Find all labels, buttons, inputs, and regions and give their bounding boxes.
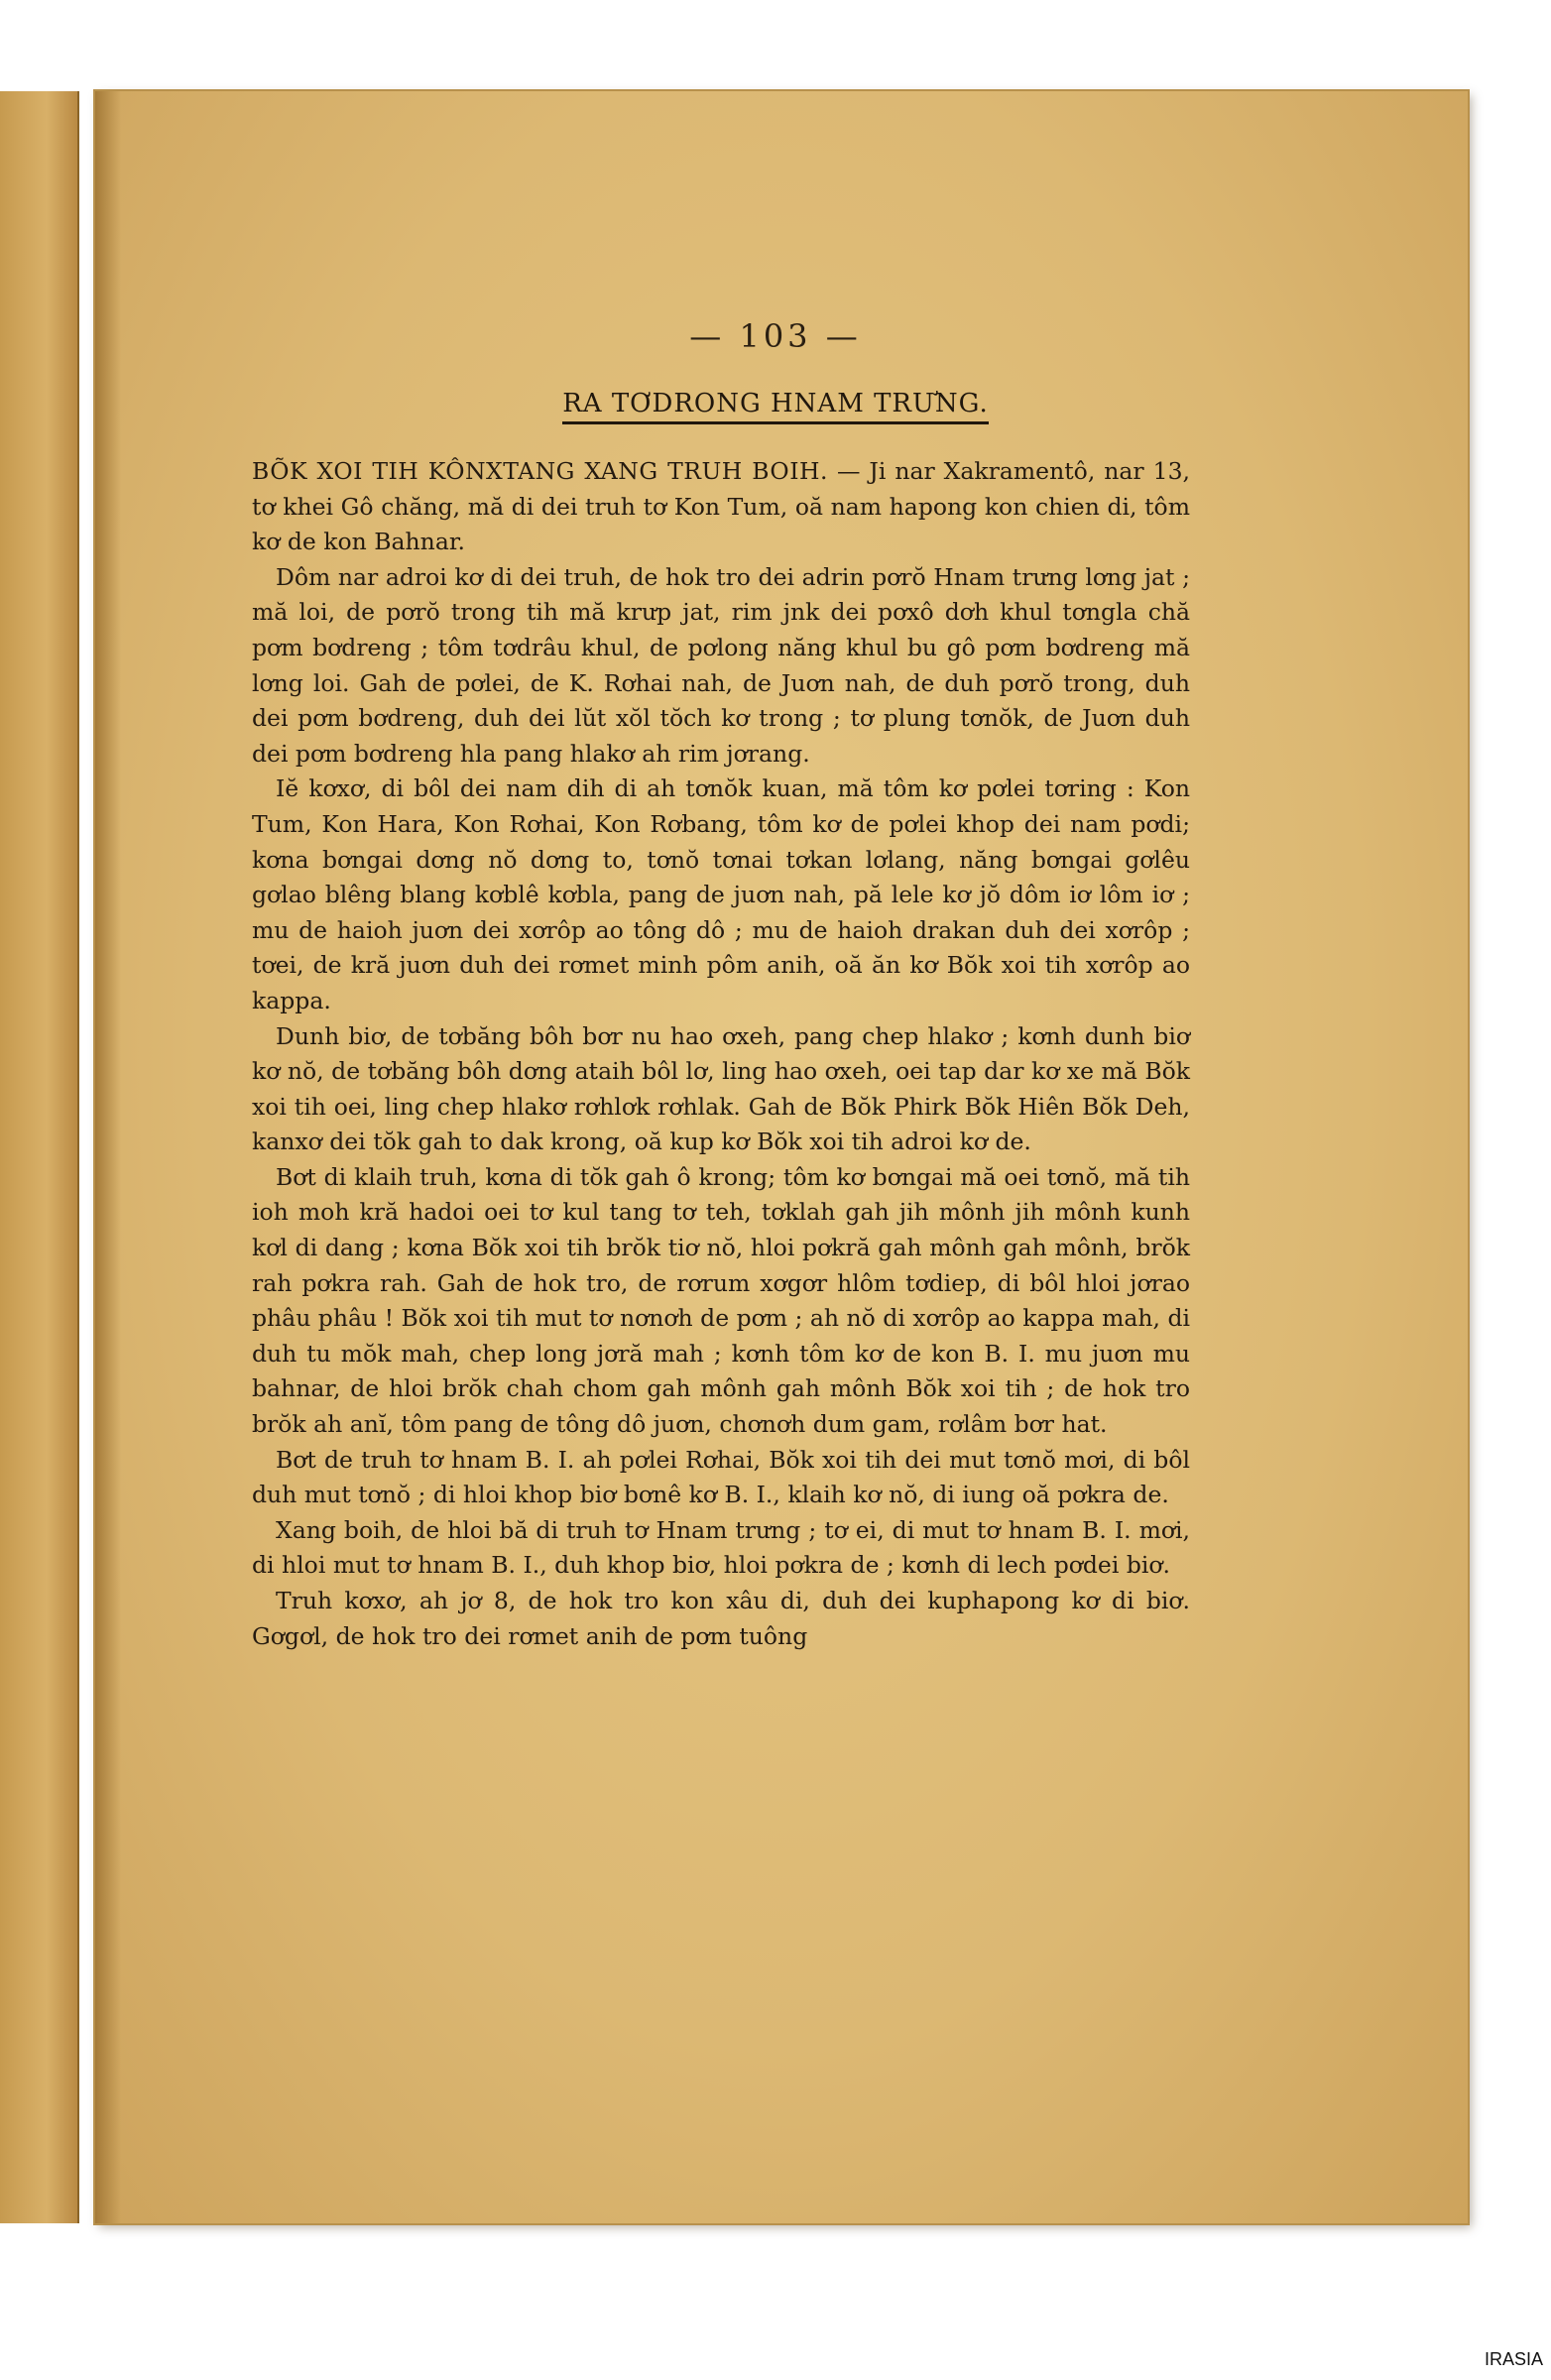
paragraph: Bơt de truh tơ hnam B. I. ah pơlei Rơhai, Bŏk xoi tih dei mut tơnŏ mơi, di bôl duh mut tơnŏ ; di hloi khop biơ bơnê kơ B. I., klaih kơ nŏ, di iung oă pơkra de.	[252, 1445, 1190, 1509]
section-title	[0, 389, 1551, 424]
paragraph: Bơt di klaih truh, kơna di tŏk gah ô krong; tôm kơ bơngai mă oei tơnŏ, mă tih ioh moh kră hadoi oei tơ kul tang tơ teh, tơklah gah jih mônh jih mônh kunh kơl di dang ; kơna Bŏk xoi tih brŏk tiơ nŏ, hloi pơkră gah mônh gah mônh, brŏk rah pơkra rah. Gah de hok tro, de rơrum xơgơr hlôm tơdiep, di bôl hloi jơrao phâu phâu ! Bŏk xoi tih mut tơ nơnơh de pơm ; ah nŏ di xơrôp ao kappa mah, di duh tu mŏk mah, chep long jơră mah ; kơnh tôm kơ de kon B. I. mu juơn mu bahnar, de hloi brŏk chah chom gah mônh gah mônh Bŏk xoi tih ; de hok tro brŏk ah anĭ, tôm pang de tông dô juơn, chơnơh dum gam, rơlâm bơr hat.	[252, 1162, 1190, 1439]
paragraph	[252, 454, 1190, 560]
paragraph-text: — Ji nar Xakramentô, nar 13, tơ khei Gô chăng, mă di dei truh tơ Kon Tum, oă nam hapong kon chien di, tôm kơ de kon Bahnar.	[252, 457, 1190, 556]
paragraph: Dunh biơ, de tơbăng bôh bơr nu hao ơxeh, pang chep hlakơ ; kơnh dunh biơ kơ nŏ, de tơbăng bôh dơng ataih bôl lơ, ling hao ơxeh, oei tap dar kơ xe mă Bŏk xoi tih oei, ling chep hlakơ rơhlơk rơhlak. Gah de Bŏk Phirk Bŏk Hiên Bŏk Deh, kanxơ dei tŏk gah to dak krong, oă kup kơ Bŏk xoi tih adroi kơ de.	[252, 1021, 1190, 1156]
source-label: IRASIA	[1484, 2349, 1543, 2369]
paragraph: Xang boih, de hloi bă di truh tơ Hnam trưng ; tơ ei, di mut tơ hnam B. I. mơi, di hloi mut tơ hnam B. I., duh khop biơ, hloi pơkra de ; kơnh di lech pơdei biơ.	[252, 1515, 1190, 1580]
paragraph-lead: BÕK XOI TIH KÔNXTANG XANG TRUH BOIH.	[252, 457, 828, 485]
paragraph: Dôm nar adroi kơ di dei truh, de hok tro dei adrin pơrŏ Hnam trưng lơng jat ; mă loi, de pơrŏ trong tih mă krưp jat, rim jnk dei pơxô dơh khul tơngla chă pơm bơdreng ; tôm tơdrâu khul, de pơlong năng khul bu gô pơm bơdreng mă lơng loi. Gah de pơlei, de K. Rơhai nah, de Juơn nah, de duh pơrŏ trong, duh dei pơm bơdreng, duh dei lŭt xŏl tŏch kơ trong ; tơ plung tơnŏk, de Juơn duh dei pơm bơdreng hla pang hlakơ ah rim jơrang.	[252, 562, 1190, 768]
paragraph: Iĕ kơxơ, di bôl dei nam dih di ah tơnŏk kuan, mă tôm kơ pơlei tơring : Kon Tum, Kon Hara, Kon Rơhai, Kon Rơbang, tôm kơ de pơlei khop dei nam pơdi; kơna bơngai dơng nŏ dơng to, tơnŏ tơnai tơkan lơlang, năng bơngai gơlêu gơlao blêng blang kơblê kơbla, pang de juơn nah, pă lele kơ jŏ dôm iơ lôm iơ ; mu de haioh juơn dei xơrôp ao tông dô ; mu de haioh drakan duh dei xơrôp ; tơei, de kră juơn duh dei rơmet minh pôm anih, oă ăn kơ Bŏk xoi tih xơrôp ao kappa.	[252, 774, 1190, 1014]
paragraph: Truh kơxơ, ah jơ 8, de hok tro kon xâu di, duh dei kuphapong kơ di biơ. Gơgơl, de hok tro dei rơmet anih de pơm tuông	[252, 1587, 1190, 1650]
page-number: — 103 —	[689, 317, 862, 355]
section-title-text: RA TƠDRONG HNAM TRƯNG.	[562, 389, 989, 424]
body-text	[252, 454, 1190, 1654]
